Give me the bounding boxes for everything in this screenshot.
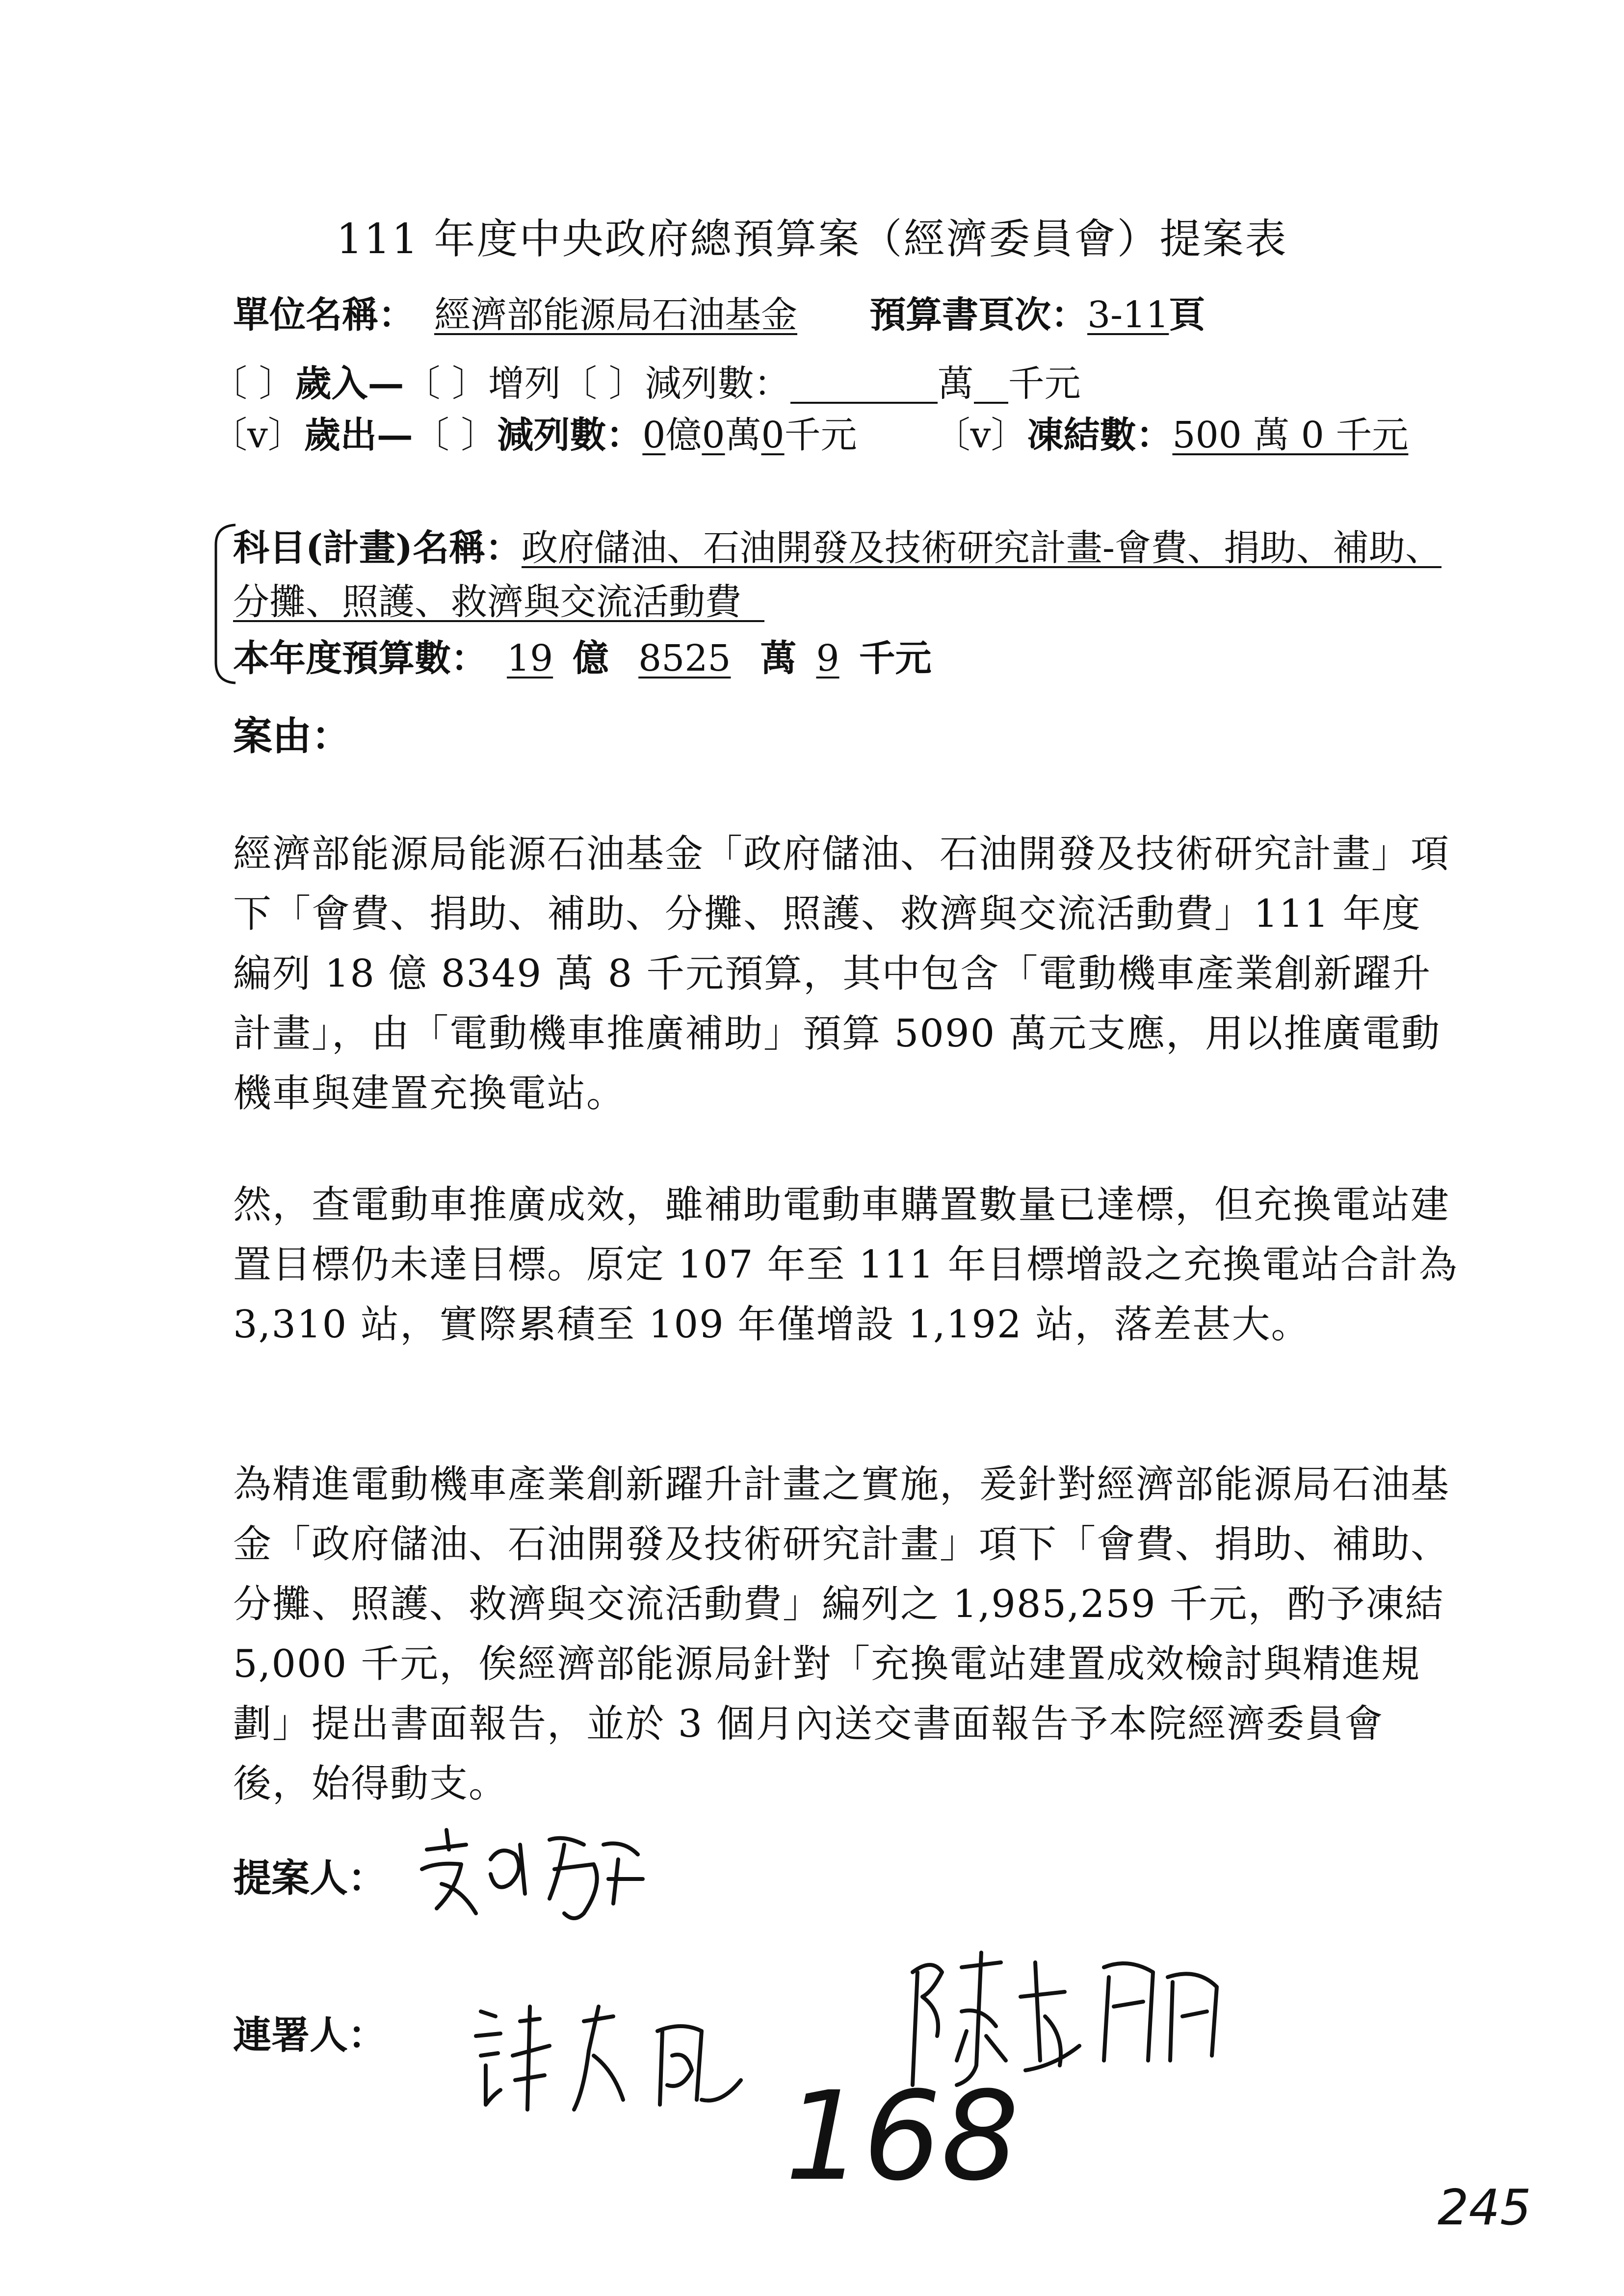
page-ref-suffix: 頁	[1169, 294, 1205, 336]
budget-qian-value: 9	[816, 637, 839, 679]
budget-line	[233, 637, 932, 679]
revenue-label: 歲入—	[295, 363, 404, 405]
cut-wan: 萬	[725, 414, 761, 456]
item-line-1	[233, 527, 1442, 569]
expense-checkbox: 〔v〕	[211, 414, 304, 456]
budget-label: 本年度預算數：	[233, 637, 487, 679]
revenue-wan: 萬	[937, 363, 974, 405]
budget-wan-value: 8525	[638, 637, 731, 679]
proposer-label: 提案人：	[233, 1856, 387, 1901]
item-value-line1: 政府儲油、石油開發及技術研究計畫-會費、捐助、補助、	[522, 527, 1442, 569]
document-title: 111 年度中央政府總預算案（經濟委員會）提案表	[336, 215, 1288, 263]
revenue-qian: 千元	[1008, 363, 1081, 405]
item-value-line2: 分攤、照護、救濟與交流活動費	[233, 581, 741, 623]
cut-checkbox: 〔 〕	[413, 414, 498, 456]
cut-qian: 千元	[784, 414, 857, 456]
unit-value: 經濟部能源局石油基金	[434, 294, 797, 336]
cosigner-label: 連署人：	[233, 2013, 387, 2058]
item-line-2	[233, 581, 764, 623]
page-ref-value: 3-11	[1087, 294, 1169, 336]
freeze-value: 500 萬 0 千元	[1172, 414, 1409, 456]
page-ref-label: 預算書頁次：	[869, 294, 1088, 336]
unit-label: 單位名稱：	[233, 294, 415, 336]
cut-label: 減列數：	[497, 414, 643, 456]
budget-yi-value: 19	[507, 637, 553, 679]
budget-qian: 千元	[859, 637, 932, 679]
budget-wan: 萬	[760, 637, 797, 679]
freeze-checkbox: 〔v〕	[934, 414, 1027, 456]
reason-paragraph-1	[233, 824, 1460, 1123]
budget-yi: 億	[573, 637, 609, 679]
revenue-blank-qian	[974, 365, 1008, 404]
paragraph-3-text: 為精進電動機車產業創新躍升計畫之實施，爰針對經濟部能源局石油基金「政府儲油、石油開發及技術研究計畫」項下「會費、捐助、補助、分攤、照護、救濟與交流活動費」編列之 1,985,259 千元，酌予凍結 5,000 千元，俟經濟部能源局針對「充換電站建置成效檢討與精進規劃」提出書面報告，並於 3 個月內送交書面報告予本院經濟委員會後，始得動支。	[233, 1462, 1450, 1806]
reason-paragraph-3	[233, 1455, 1460, 1814]
cosigner-signature-1	[466, 1992, 839, 2124]
reason-label: 案由：	[233, 713, 351, 759]
revenue-line	[211, 365, 1081, 404]
paragraph-1-text: 經濟部能源局能源石油基金「政府儲油、石油開發及技術研究計畫」項下「會費、捐助、補助、分攤、照護、救濟與交流活動費」111 年度編列 18 億 8349 萬 8 千元預算，其中包含「電動機車產業創新躍升計畫」，由「電動機車推廣補助」預算 5090 萬元支應，用以推廣電動機車與建置充換電站。	[233, 832, 1450, 1116]
cut-qian-value: 0	[761, 414, 785, 456]
cut-wan-value: 0	[702, 414, 725, 456]
handwritten-number: 168	[785, 2065, 1020, 2208]
expense-line	[211, 414, 1409, 456]
revenue-text: 〔 〕增列〔 〕減列數：	[404, 363, 790, 405]
revenue-blank-amount	[790, 365, 938, 404]
freeze-label: 凍結數：	[1027, 414, 1173, 456]
proposer-signature	[407, 1815, 662, 1933]
reason-paragraph-2	[233, 1175, 1460, 1355]
page-number: 245	[1438, 2179, 1531, 2236]
item-label: 科目(計畫)名稱：	[233, 527, 522, 569]
paragraph-2-text: 然，查電動車推廣成效，雖補助電動車購置數量已達標，但充換電站建置目標仍未達目標。原定 107 年至 111 年目標增設之充換電站合計為 3,310 站，實際累積至 109 年僅增設 1,192 站，落差甚大。	[233, 1183, 1458, 1347]
unit-line	[233, 294, 1205, 336]
expense-label: 歲出—	[304, 414, 413, 456]
revenue-checkbox: 〔 〕	[211, 363, 295, 405]
cut-yi-value: 0	[642, 414, 666, 456]
cut-yi: 億	[665, 414, 702, 456]
